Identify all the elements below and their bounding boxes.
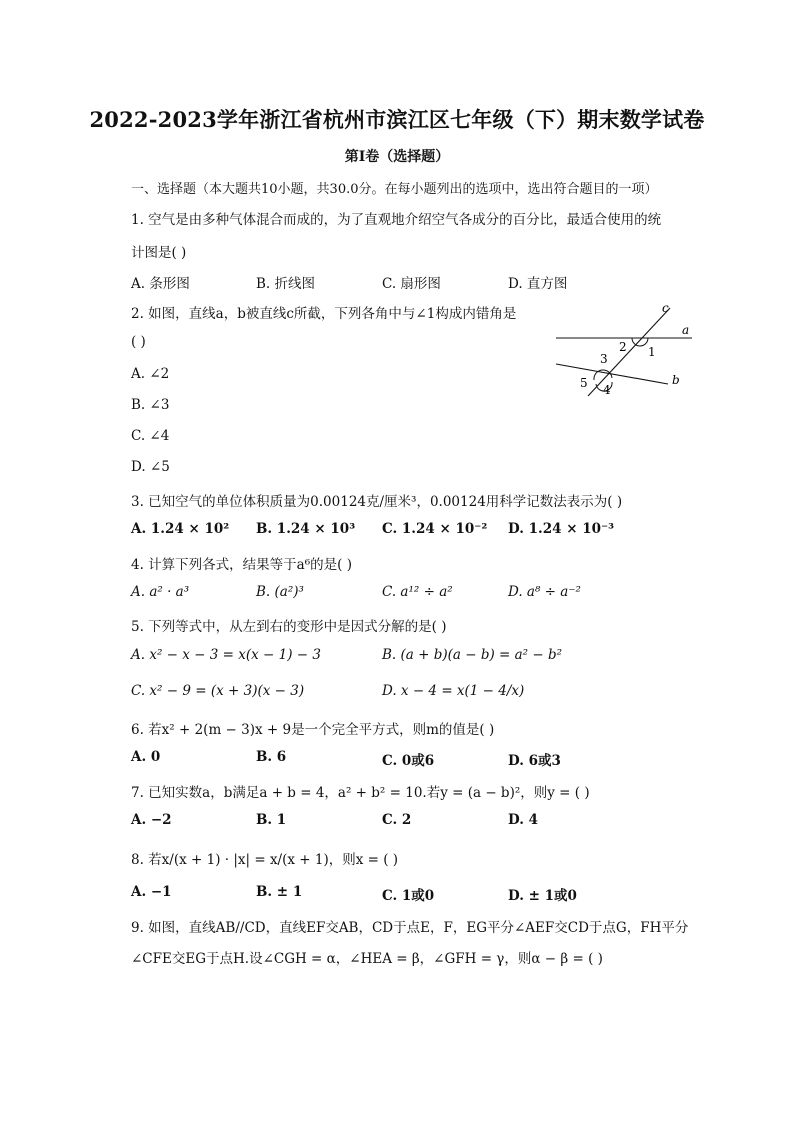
page-title: 2022-2023学年浙江省杭州市滨江区七年级（下）期末数学试卷 [89, 107, 705, 132]
section-heading: 一、选择题（本大题共10小题，共30.0分。在每小题列出的选项中，选出符合题目的一项） [131, 182, 658, 197]
q2-option-c: C. ∠4 [131, 428, 170, 444]
q5-option-d: D. x − 4 = x(1 − 4/x) [382, 683, 525, 699]
q4-option-a: A. a² · a³ [131, 584, 190, 600]
q1-option-b: B. 折线图 [256, 276, 316, 292]
q3-option-d: D. 1.24 × 10⁻³ [508, 521, 615, 537]
q6-option-a: A. 0 [131, 749, 161, 765]
question-1-line-2: 计图是( ) [131, 245, 187, 261]
label-5: 5 [580, 376, 588, 390]
q8-option-d: D. ± 1或0 [508, 888, 577, 904]
q1-option-a: A. 条形图 [131, 276, 190, 292]
q5-option-b: B. (a + b)(a − b) = a² − b² [382, 647, 563, 663]
q2-option-d: D. ∠5 [131, 459, 170, 475]
q3-option-c: C. 1.24 × 10⁻² [382, 521, 488, 537]
q4-option-c: C. a¹² ÷ a² [382, 584, 453, 600]
label-3: 3 [600, 352, 608, 366]
q6-option-b: B. 6 [256, 749, 287, 765]
q8-option-c: C. 1或0 [382, 888, 435, 904]
question-1-line-1: 1. 空气是由多种气体混合而成的，为了直观地介绍空气各成分的百分比，最适合使用的统 [131, 212, 662, 228]
label-a: a [682, 323, 690, 337]
q1-option-d: D. 直方图 [508, 276, 568, 292]
q5-option-a: A. x² − x − 3 = x(x − 1) − 3 [131, 647, 321, 663]
question-2-line-2: ( ) [131, 334, 146, 350]
question-5: 5. 下列等式中，从左到右的变形中是因式分解的是( ) [131, 619, 447, 635]
question-4: 4. 计算下列各式，结果等于a⁶的是( ) [131, 557, 352, 573]
q3-option-a: A. 1.24 × 10² [131, 521, 230, 537]
label-4: 4 [603, 383, 611, 397]
q7-option-c: C. 2 [382, 812, 412, 828]
q2-figure [548, 296, 698, 402]
q8-option-b: B. ± 1 [256, 884, 303, 900]
question-6: 6. 若x² + 2(m − 3)x + 9是一个完全平方式，则m的值是( ) [131, 722, 495, 738]
question-3: 3. 已知空气的单位体积质量为0.00124克/厘米³，0.00124用科学记数法表示为( ) [131, 494, 623, 510]
question-8: 8. 若x/(x + 1) · |x| = x/(x + 1)，则x = ( ) [131, 852, 399, 868]
q7-option-d: D. 4 [508, 812, 539, 828]
q2-option-b: B. ∠3 [131, 397, 170, 413]
q6-option-c: C. 0或6 [382, 753, 435, 769]
q2-option-a: A. ∠2 [131, 366, 170, 382]
label-b: b [672, 373, 680, 387]
label-2: 2 [619, 340, 627, 354]
label-1: 1 [648, 345, 656, 359]
q7-option-a: A. −2 [131, 812, 172, 828]
q8-option-a: A. −1 [131, 884, 172, 900]
question-9-line-2: ∠CFE交EG于点H.设∠CGH = α，∠HEA = β，∠GFH = γ，则α − β = ( ) [131, 951, 603, 967]
page-subtitle: 第I卷（选择题） [344, 149, 450, 165]
q1-option-c: C. 扇形图 [382, 276, 441, 292]
question-2-line-1: 2. 如图，直线a，b被直线c所截，下列各角中与∠1构成内错角是 [131, 306, 517, 322]
q3-option-b: B. 1.24 × 10³ [256, 521, 356, 537]
q6-option-d: D. 6或3 [508, 753, 561, 769]
question-9-line-1: 9. 如图，直线AB//CD，直线EF交AB，CD于点E，F，EG平分∠AEF交CD于点G，FH平分 [131, 920, 689, 936]
q5-option-c: C. x² − 9 = (x + 3)(x − 3) [131, 683, 305, 699]
question-7: 7. 已知实数a，b满足a + b = 4，a² + b² = 10.若y = (a − b)²，则y = ( ) [131, 785, 590, 801]
angle-1-arc [632, 338, 648, 346]
q4-option-d: D. a⁸ ÷ a⁻² [508, 584, 581, 600]
q4-option-b: B. (a²)³ [256, 584, 304, 600]
q7-option-b: B. 1 [256, 812, 287, 828]
line-b [556, 364, 668, 384]
label-c: c [662, 301, 669, 315]
